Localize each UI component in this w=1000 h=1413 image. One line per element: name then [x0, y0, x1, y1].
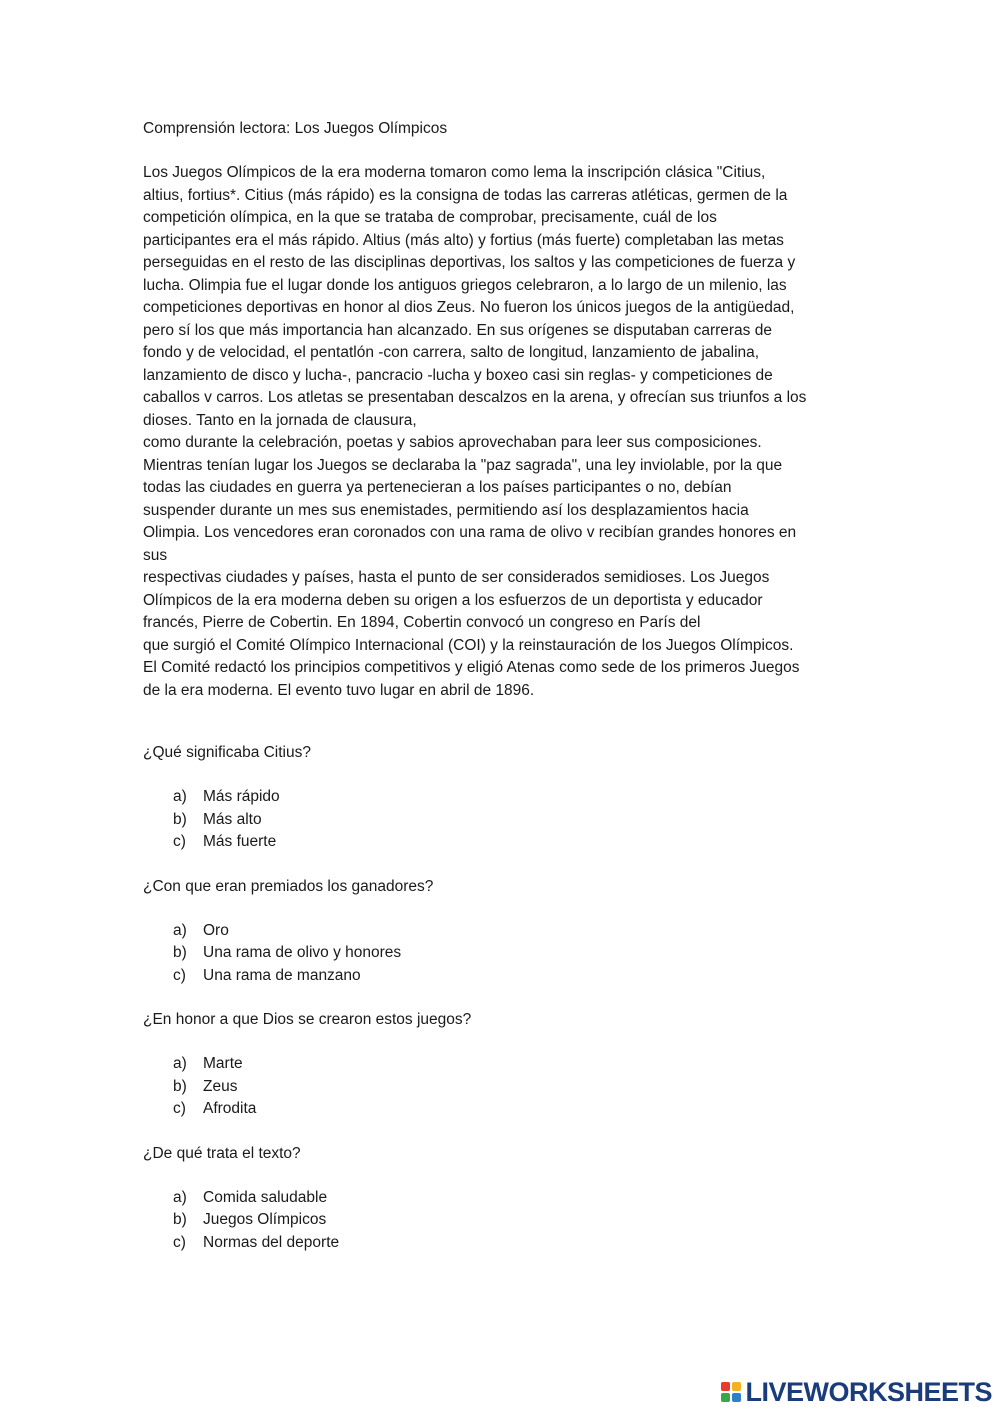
paragraph-line: Olimpia. Los vencedores eran coronados con una rama de olivo v recibían grandes honores en [143, 524, 797, 541]
answer-option[interactable] [143, 786, 863, 809]
paragraph-line: como durante la celebración, poetas y sabios aprovechaban para leer sus composiciones. [143, 434, 762, 451]
paragraph-line: Olímpicos de la era moderna deben su origen a los esfuerzos de un deportista y educador [143, 591, 763, 609]
paragraph-line: dioses. Tanto en la jornada de clausura, [143, 411, 417, 429]
paragraph-line: que surgió el Comité Olímpico Internacional (COI) y la reinstauración de los Juegos Olímpicos. [143, 636, 794, 654]
option-text: Comida saludable [203, 1188, 328, 1206]
paragraph-line: caballos v carros. Los atletas se presentaban descalzos en la arena, y ofrecían sus triunfos a los [143, 389, 807, 406]
logo-square-icon [732, 1393, 741, 1402]
option-letter: c) [173, 966, 186, 984]
question-text: ¿Con que eran premiados los ganadores? [143, 877, 434, 895]
option-text: Marte [203, 1055, 243, 1072]
logo-square-icon [721, 1382, 730, 1391]
answer-option[interactable] [143, 809, 863, 832]
reading-paragraph [143, 162, 863, 702]
paragraph-line: competición olímpica, en la que se trataba de comprobar, precisamente, cuál de los [143, 209, 717, 226]
option-text: Juegos Olímpicos [203, 1211, 327, 1228]
paragraph-line: lanzamiento de disco y lucha-, pancracio -lucha y boxeo casi sin reglas- y competiciones de [143, 366, 773, 384]
paragraph-line: lucha. Olimpia fue el lugar donde los antiguos griegos celebraron, a lo largo de un milenio, las [143, 276, 787, 294]
paragraph-line: pero sí los que más importancia han alcanzado. En sus orígenes se disputaban carreras de [143, 321, 772, 339]
answer-option[interactable] [143, 1098, 863, 1121]
option-text: Más rápido [203, 788, 280, 805]
answer-option[interactable] [143, 831, 863, 854]
option-text: Afrodita [203, 1100, 257, 1117]
option-letter: a) [173, 1188, 187, 1206]
questions-section [143, 742, 863, 1254]
option-letter: c) [173, 1100, 186, 1117]
answer-option[interactable] [143, 1076, 863, 1099]
logo-square-icon [732, 1382, 741, 1391]
paragraph-line: perseguidas en el resto de las disciplinas deportivas, los saltos y las competiciones de fuerza y [143, 254, 796, 271]
paragraph-line: altius, fortius*. Citius (más rápido) es la consigna de todas las carreras atléticas, germen de la [143, 186, 788, 204]
option-letter: c) [173, 1233, 186, 1251]
paragraph-line: suspender durante un mes sus enemistades, permitiendo así los desplazamientos hacia [143, 501, 749, 519]
answer-option[interactable] [143, 920, 863, 943]
worksheet-page [143, 118, 863, 1276]
option-letter: b) [173, 810, 187, 828]
answer-option[interactable] [143, 1232, 863, 1255]
answer-option[interactable] [143, 1209, 863, 1232]
option-letter: a) [173, 788, 187, 805]
answer-options [143, 1053, 863, 1121]
option-letter: b) [173, 1077, 187, 1095]
option-text: Normas del deporte [203, 1233, 340, 1251]
answer-options [143, 1187, 863, 1255]
question-text: ¿Qué significaba Citius? [143, 744, 311, 761]
option-letter: b) [173, 944, 187, 961]
option-letter: c) [173, 833, 186, 850]
answer-option[interactable] [143, 965, 863, 988]
option-text: Una rama de olivo y honores [203, 944, 402, 961]
paragraph-line: Mientras tenían lugar los Juegos se declaraba la "paz sagrada", una ley inviolable, por la que [143, 456, 783, 474]
liveworksheets-logo [721, 1377, 992, 1407]
paragraph-line: Los Juegos Olímpicos de la era moderna tomaron como lema la inscripción clásica "Citius, [143, 164, 766, 181]
option-text: Oro [203, 921, 229, 939]
paragraph-line: participantes era el más rápido. Altius (más alto) y fortius (más fuerte) completaban las metas [143, 231, 784, 249]
answer-option[interactable] [143, 1187, 863, 1210]
paragraph-line: respectivas ciudades y países, hasta el punto de ser considerados semidioses. Los Juegos [143, 569, 770, 586]
logo-mark-icon [721, 1382, 741, 1402]
logo-square-icon [721, 1393, 730, 1402]
logo-text: LIVEWORKSHEETS [745, 1376, 992, 1407]
question-text: ¿En honor a que Dios se crearon estos juegos? [143, 1011, 472, 1028]
paragraph-line: de la era moderna. El evento tuvo lugar en abril de 1896. [143, 681, 535, 699]
option-text: Más alto [203, 810, 262, 828]
worksheet-title: Comprensión lectora: Los Juegos Olímpicos [143, 120, 448, 137]
option-letter: a) [173, 1055, 187, 1072]
option-text: Más fuerte [203, 833, 277, 850]
option-text: Una rama de manzano [203, 966, 361, 984]
question-text: ¿De qué trata el texto? [143, 1144, 301, 1162]
paragraph-line: francés, Pierre de Cobertin. En 1894, Cobertin convocó un congreso en París del [143, 614, 701, 631]
paragraph-line: todas las ciudades en guerra ya pertenecieran a los países participantes o no, debían [143, 479, 732, 496]
paragraph-line: El Comité redactó los principios competitivos y eligió Atenas como sede de los primeros Juegos [143, 659, 800, 676]
paragraph-line: fondo y de velocidad, el pentatlón -con carrera, salto de longitud, lanzamiento de jabalina, [143, 344, 760, 361]
answer-option[interactable] [143, 942, 863, 965]
answer-options [143, 920, 863, 988]
option-text: Zeus [203, 1077, 238, 1095]
paragraph-line: competiciones deportivas en honor al dios Zeus. No fueron los únicos juegos de la antigüedad, [143, 299, 795, 316]
answer-option[interactable] [143, 1053, 863, 1076]
option-letter: b) [173, 1211, 187, 1228]
option-letter: a) [173, 921, 187, 939]
paragraph-line: sus [143, 546, 168, 564]
answer-options [143, 786, 863, 854]
